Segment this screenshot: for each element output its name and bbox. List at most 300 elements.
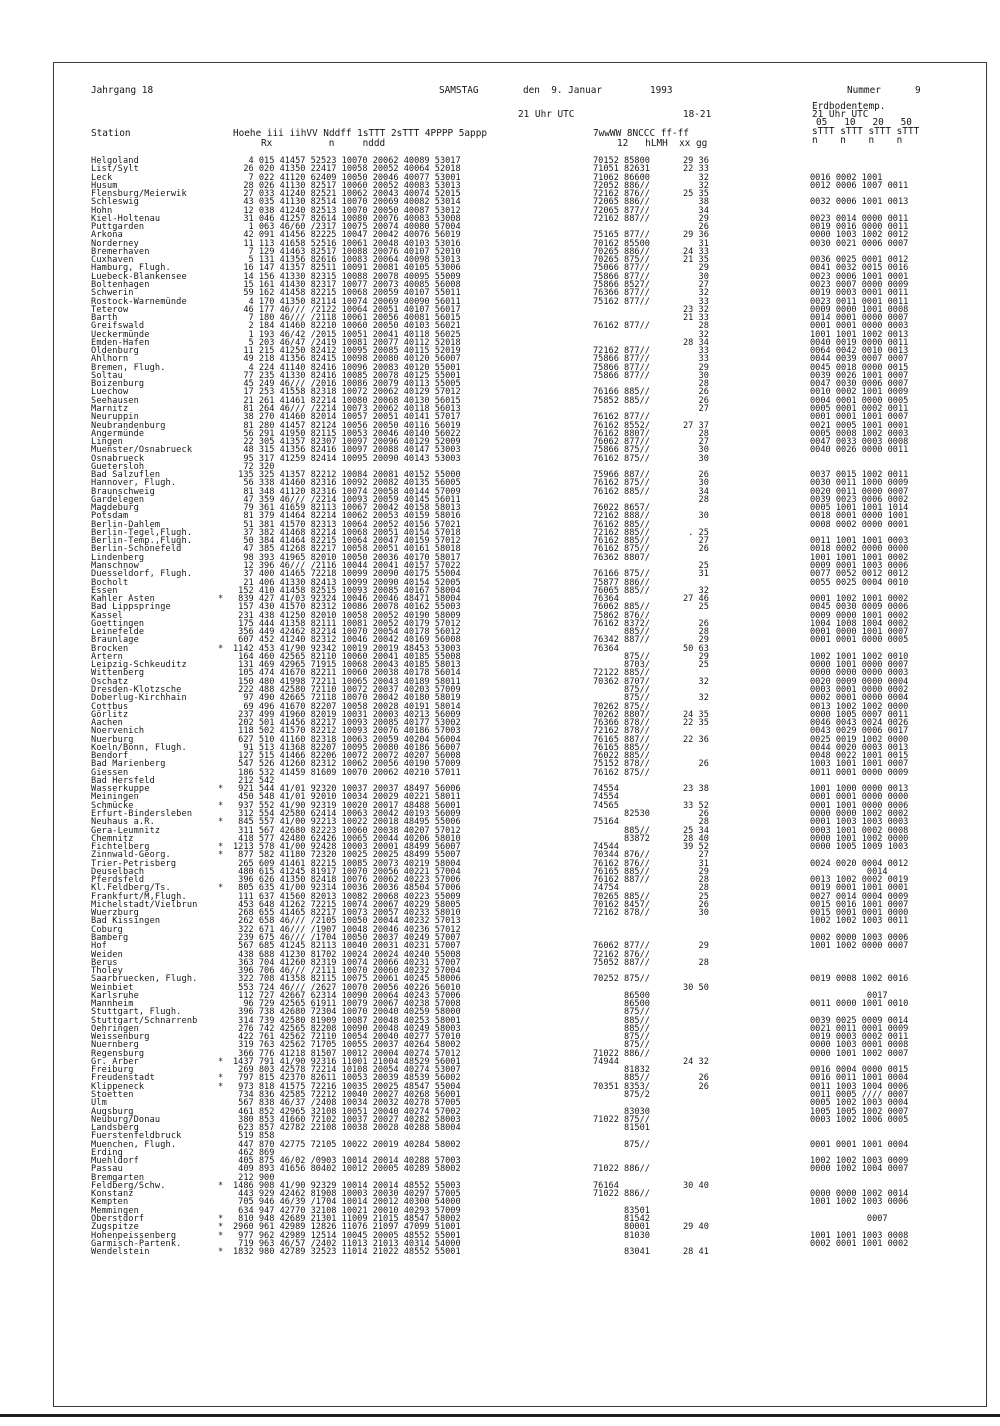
station-name: Wittenberg bbox=[91, 668, 145, 679]
station-name: Leinefelde bbox=[91, 627, 145, 638]
soil-temperatures: 0064 0042 0010 0013 bbox=[810, 346, 909, 357]
weather-cloud-codes: 76165 885// bbox=[593, 742, 650, 753]
soil-temperatures: 0041 0032 0015 0016 bbox=[810, 263, 909, 274]
soil-temperatures: 0020 0011 0000 0007 bbox=[810, 486, 909, 497]
station-name: Frankfurt/M,Flugh. bbox=[91, 891, 187, 902]
soil-temperatures: 0019 0008 1002 0016 bbox=[810, 974, 909, 985]
synop-codes: 810 948 42689 21301 11009 21015 48547 58002 bbox=[233, 1214, 461, 1224]
synop-codes: 212 900 bbox=[233, 1172, 275, 1183]
soil-temperatures: 0000 0000 1002 0014 bbox=[810, 1189, 909, 1200]
soil-temperatures: 0016 0002 1001 bbox=[810, 172, 883, 183]
synop-codes: 81 280 41457 82124 10056 20050 40116 56019 bbox=[233, 420, 461, 431]
weather-cloud-codes: 76022 885// bbox=[593, 751, 650, 762]
synop-codes: 877 582 41180 72320 10025 20025 48499 55007 bbox=[233, 850, 461, 861]
mountain-marker: * bbox=[218, 817, 224, 828]
weather-cloud-codes: 875// bbox=[593, 1139, 650, 1150]
soil-temperatures: 0001 0001 0000 0000 bbox=[810, 792, 909, 803]
synop-codes: 97 490 42665 72118 10070 20042 40180 58019 bbox=[233, 693, 461, 704]
station-name: Husum bbox=[91, 180, 118, 191]
weather-cloud-codes: 81501 bbox=[593, 1123, 650, 1134]
soil-temperatures: 0025 0019 1002 0000 bbox=[810, 734, 909, 745]
gust-values: 28 bbox=[683, 957, 709, 968]
synop-codes: 409 893 41656 80402 10012 20005 40289 58002 bbox=[233, 1164, 461, 1175]
gust-values: 22 33 bbox=[683, 164, 709, 175]
number-label: Nummer bbox=[847, 85, 881, 96]
weather-cloud-codes: 86500 bbox=[593, 990, 650, 1001]
soil-temperatures: 0019 0003 0002 0011 bbox=[810, 1032, 909, 1043]
station-name: Noervenich bbox=[91, 726, 145, 737]
soil-temperatures: 0023 0006 1001 0001 bbox=[810, 271, 909, 282]
synop-codes: 127 515 41466 82206 10072 20072 40207 56008 bbox=[233, 751, 461, 762]
synop-codes: 164 460 42565 82110 10060 20041 40185 55008 bbox=[233, 651, 461, 662]
soil-temperatures: 0012 0006 1007 0011 bbox=[810, 180, 909, 191]
gust-values: 27 37 bbox=[683, 420, 709, 431]
station-name: Passau bbox=[91, 1164, 123, 1175]
soil-temperatures: 0016 0004 0000 0015 bbox=[810, 1065, 909, 1076]
gust-values: 32 bbox=[683, 288, 709, 299]
station-name: Trier-Petrisberg bbox=[91, 858, 177, 869]
weather-cloud-codes: 70252 875// bbox=[593, 974, 650, 985]
synop-codes: 11 215 41250 82412 10095 20085 40115 52019 bbox=[233, 346, 461, 357]
mountain-marker: * bbox=[218, 594, 224, 605]
weather-cloud-codes: 70162 8457/ bbox=[593, 899, 650, 910]
station-name: Nuerburg bbox=[91, 734, 134, 745]
synop-codes: 366 776 41218 81507 10012 20004 40274 57012 bbox=[233, 1048, 461, 1059]
soil-temperatures: 0046 0043 0024 0026 bbox=[810, 718, 909, 729]
gust-values: 30 bbox=[683, 478, 709, 489]
synop-codes: 567 685 41245 82113 10040 20031 40231 57007 bbox=[233, 941, 461, 952]
station-name: Bamberg bbox=[91, 932, 129, 943]
table-row bbox=[91, 1215, 981, 1223]
synop-codes: 734 836 42585 72212 10040 20027 40268 56001 bbox=[233, 1090, 461, 1101]
soil-temperatures: 0047 0030 0006 0007 bbox=[810, 379, 909, 390]
gust-values: 26 bbox=[683, 1073, 709, 1084]
station-name: Marnitz bbox=[91, 403, 129, 414]
gust-values: 25 bbox=[683, 561, 709, 572]
gust-values: 30 bbox=[683, 908, 709, 919]
weather-cloud-codes: 76165 885// bbox=[593, 866, 650, 877]
station-name: Muenster/Osnabrueck bbox=[91, 445, 193, 456]
weather-cloud-codes: 70344 876// bbox=[593, 850, 650, 861]
weather-cloud-codes: 70265 886// bbox=[593, 246, 650, 257]
gust-values: 32 bbox=[683, 585, 709, 596]
soil-temperatures: 0002 0001 0000 0004 bbox=[810, 693, 909, 704]
soil-temperatures: 0000 0000 1002 0002 bbox=[810, 808, 909, 819]
synop-codes: 239 675 46/// /1704 10050 20037 40249 57007 bbox=[233, 932, 461, 943]
weather-cloud-codes: 71022 875// bbox=[593, 1114, 650, 1125]
weather-cloud-codes: 75866 8527/ bbox=[593, 279, 650, 290]
weather-cloud-codes: 74754 bbox=[593, 883, 619, 894]
soil-temperatures: 0005 0008 1002 0003 bbox=[810, 428, 909, 439]
gust-values: 26 bbox=[683, 470, 709, 481]
weather-cloud-codes: 83030 bbox=[593, 1106, 650, 1117]
station-name: Muenchen, Flugh. bbox=[91, 1139, 177, 1150]
table-row bbox=[91, 1000, 981, 1008]
synop-codes: 111 637 41560 82013 10082 20068 40223 55009 bbox=[233, 891, 461, 902]
weather-cloud-codes: 81030 bbox=[593, 1230, 650, 1241]
synop-codes: 98 393 41965 82010 10050 20036 40170 58017 bbox=[233, 552, 461, 563]
synop-codes: 480 615 41245 81917 10070 20056 40221 57004 bbox=[233, 866, 461, 877]
synop-codes: 37 382 41468 82214 10068 20051 40154 57018 bbox=[233, 527, 461, 538]
table-row bbox=[91, 951, 981, 959]
gust-values: 25 34 bbox=[683, 825, 709, 836]
soil-temperatures: 0011 0001 0000 0009 bbox=[810, 767, 909, 778]
weather-cloud-codes: 71022 886// bbox=[593, 1189, 650, 1200]
soil-temperatures: 0045 0030 0009 0006 bbox=[810, 602, 909, 613]
gust-values: 31 bbox=[683, 569, 709, 580]
synop-codes: 157 430 41570 82312 10086 20078 40162 55003 bbox=[233, 602, 461, 613]
weather-cloud-codes: 72162 888// bbox=[593, 511, 650, 522]
station-name: Bad Kissingen bbox=[91, 916, 161, 927]
synop-codes: 265 609 41461 82215 10085 20073 40219 58004 bbox=[233, 858, 461, 869]
weather-cloud-codes: 885// bbox=[593, 825, 650, 836]
soil-temperatures: 0021 0005 1001 0001 bbox=[810, 420, 909, 431]
weather-cloud-codes: 70162 85500 bbox=[593, 238, 650, 249]
weather-cloud-codes: 72162 876// bbox=[593, 189, 650, 200]
station-name: Guetersloh bbox=[91, 461, 145, 472]
station-name: Landsberg bbox=[91, 1123, 139, 1134]
synop-codes: 319 763 42562 71705 10055 20037 40264 58002 bbox=[233, 1040, 461, 1051]
weather-cloud-codes: 72162 885// bbox=[593, 527, 650, 538]
gust-values: 26 bbox=[683, 395, 709, 406]
station-name: Ahlhorn bbox=[91, 354, 129, 365]
soil-temperatures: 0003 0001 0000 0002 bbox=[810, 685, 909, 695]
weather-cloud-codes: 75165 877// bbox=[593, 230, 650, 241]
soil-temperatures: 1001 1001 1002 0013 bbox=[810, 329, 909, 340]
weather-cloud-codes: 76162 8372/ bbox=[593, 618, 650, 629]
synop-codes: 212 542 bbox=[233, 775, 275, 786]
weather-cloud-codes: 875// bbox=[593, 1040, 650, 1051]
synop-codes: 38 270 41460 82014 10057 20051 40141 57017 bbox=[233, 412, 461, 423]
gust-values: 21 33 bbox=[683, 313, 709, 324]
soil-temperatures: 0032 0006 1001 0013 bbox=[810, 197, 909, 208]
soil-temperatures: 0001 0001 1001 0004 bbox=[810, 1139, 909, 1150]
station-name: Teterow bbox=[91, 304, 129, 315]
weather-cloud-codes: 76162 875// bbox=[593, 478, 650, 489]
station-name: Ueckermünde bbox=[91, 329, 150, 340]
weather-cloud-codes: 76162 885// bbox=[593, 536, 650, 547]
gust-values: 29 bbox=[683, 635, 709, 646]
soil-temperatures: 1003 1001 1001 0007 bbox=[810, 759, 909, 770]
synop-codes: 1213 578 41/00 92428 10003 20001 48499 56007 bbox=[233, 842, 461, 853]
table-row bbox=[91, 1174, 981, 1182]
synop-codes: 49 218 41356 82415 10098 20080 40120 56007 bbox=[233, 354, 461, 365]
soil-temperatures: 0039 0023 0006 0002 bbox=[810, 494, 909, 505]
synop-codes: 11 113 41658 52516 10061 20048 40103 53016 bbox=[233, 238, 461, 249]
synop-codes: 7 022 41120 62409 10050 20046 40077 53001 bbox=[233, 172, 461, 183]
soil-temperatures: 0077 0052 0012 0012 bbox=[810, 569, 909, 580]
weather-cloud-codes: 76162 8807/ bbox=[593, 428, 650, 439]
weekday: SAMSTAG bbox=[439, 85, 479, 96]
station-name: Barth bbox=[91, 313, 118, 324]
table-row bbox=[91, 1165, 981, 1173]
synop-codes: 47 385 41268 82217 10058 20051 40161 58018 bbox=[233, 544, 461, 555]
station-name: Aachen bbox=[91, 718, 123, 729]
soil-temperatures: 0021 0011 0001 0009 bbox=[810, 1023, 909, 1034]
synop-codes: 15 161 41430 82317 10077 20073 40085 56008 bbox=[233, 279, 461, 290]
synop-codes: 1832 980 42789 32523 11014 21022 48552 55001 bbox=[233, 1247, 461, 1258]
station-name: Soltau bbox=[91, 370, 123, 381]
table-row bbox=[91, 1141, 981, 1149]
synop-codes: 418 577 42480 62426 10065 20044 40206 58010 bbox=[233, 833, 461, 844]
synop-codes: 519 858 bbox=[233, 1131, 275, 1142]
weather-cloud-codes: 76162 885// bbox=[593, 519, 650, 530]
soil-temperatures: 0001 1003 1003 0003 bbox=[810, 817, 909, 828]
synop-codes: 95 317 41259 82414 10095 20090 40143 53003 bbox=[233, 453, 461, 464]
soil-temperatures: 0024 0020 0004 0012 bbox=[810, 858, 909, 869]
station-name: Lingen bbox=[91, 437, 123, 448]
weather-cloud-codes: 76164 bbox=[593, 1180, 619, 1191]
weather-cloud-codes: 70265 875// bbox=[593, 255, 650, 266]
gust-values: 25 35 bbox=[683, 189, 709, 200]
soil-temperatures: 0044 0039 0007 0007 bbox=[810, 354, 909, 365]
soil-temperatures: 0008 0002 0000 0001 bbox=[810, 519, 909, 530]
gust-values: 29 bbox=[683, 263, 709, 274]
synop-codes: 79 361 41659 82113 10067 20042 40158 58013 bbox=[233, 503, 461, 514]
station-name: Kassel bbox=[91, 610, 123, 621]
weather-cloud-codes: 76162 877// bbox=[593, 412, 650, 423]
station-name: Stuttgart/Schnarrenb bbox=[91, 1015, 198, 1026]
soil-temperatures: 0009 0000 1001 0008 bbox=[810, 304, 909, 315]
gust-values: 39 52 bbox=[683, 842, 709, 853]
synop-codes: 31 046 41257 82614 10080 20076 40083 53008 bbox=[233, 213, 461, 224]
table-row bbox=[91, 1198, 981, 1206]
gust-values: 29 36 bbox=[683, 156, 709, 166]
table-row bbox=[91, 521, 981, 529]
weather-cloud-codes: 875// bbox=[593, 685, 650, 695]
soil-temperatures: 0019 0001 1001 0001 bbox=[810, 883, 909, 894]
column-codes-2-sub: 12 hLMH xx gg bbox=[617, 138, 708, 149]
station-name: Doberlug-Kirchhain bbox=[91, 693, 187, 704]
synop-codes: 453 648 41262 72215 10074 20067 40229 58005 bbox=[233, 899, 461, 910]
gust-values: 29 bbox=[683, 941, 709, 952]
station-name: Boltenhagen bbox=[91, 279, 150, 290]
synop-codes: 7 180 46/// /2118 10061 20056 40081 56015 bbox=[233, 313, 461, 324]
station-name: Gardelegen bbox=[91, 494, 145, 505]
weather-cloud-codes: 72162 878// bbox=[593, 726, 650, 737]
station-name: Görlitz bbox=[91, 709, 129, 720]
weather-cloud-codes: 875// bbox=[593, 1007, 650, 1018]
synop-codes: 118 502 41570 82212 10093 20076 40186 57003 bbox=[233, 726, 461, 737]
synop-codes: 405 875 46/02 /0903 10014 20014 40288 57003 bbox=[233, 1156, 461, 1167]
mountain-marker: * bbox=[218, 1230, 224, 1241]
soil-temperatures: 1001 1002 1003 0006 bbox=[810, 1197, 909, 1208]
soil-temperatures: 0036 0025 0001 0012 bbox=[810, 255, 909, 266]
gust-values: 26 bbox=[683, 808, 709, 819]
synop-codes: 112 727 42667 62314 10090 20064 40243 57006 bbox=[233, 990, 461, 1001]
gust-values: 30 bbox=[683, 511, 709, 522]
soil-temperatures: 0001 1001 0000 0006 bbox=[810, 800, 909, 811]
synop-codes: 363 704 41260 82319 10074 20066 40231 57007 bbox=[233, 957, 461, 968]
soil-temp-title: Erdbodentemp. bbox=[812, 101, 886, 112]
weather-cloud-codes: 76162 875// bbox=[593, 453, 650, 464]
station-name: Leck bbox=[91, 172, 113, 183]
gust-values: 23 32 bbox=[683, 304, 709, 315]
station-name: Fuerstenfeldbruck bbox=[91, 1131, 182, 1142]
synop-codes: 152 410 41458 82515 10093 20085 40167 58004 bbox=[233, 585, 461, 596]
table-row bbox=[91, 769, 981, 777]
table-row bbox=[91, 636, 981, 644]
weather-cloud-codes: 75866 877// bbox=[593, 362, 650, 373]
station-name: Lindenberg bbox=[91, 552, 145, 563]
station-name: Hohn bbox=[91, 205, 113, 216]
weather-cloud-codes: 885// bbox=[593, 1023, 650, 1034]
station-name: Neuburg/Donau bbox=[91, 1114, 161, 1125]
station-name: Koeln/Bonn, Flugh. bbox=[91, 742, 187, 753]
gust-values: 28 bbox=[683, 428, 709, 439]
synop-codes: 705 946 46/39 /1704 10014 20012 40300 54000 bbox=[233, 1197, 461, 1208]
column-codes: Hoehe iii iihVV Nddff 1sTTT 2sTTT 4PPPP 5appp bbox=[233, 128, 487, 139]
station-name: Bad Lippspringe bbox=[91, 602, 171, 613]
weather-cloud-codes: 74554 bbox=[593, 784, 619, 795]
weather-cloud-codes: 76362 8807/ bbox=[593, 552, 650, 563]
station-name: Karlsruhe bbox=[91, 990, 139, 1001]
synop-codes: 135 325 41357 82212 10084 20081 40152 55000 bbox=[233, 470, 461, 481]
gust-values: 30 bbox=[683, 453, 709, 464]
station-name: Weiden bbox=[91, 949, 123, 960]
synop-codes: 222 488 42580 72110 10072 20037 40203 57009 bbox=[233, 685, 461, 695]
station-name: Ulm bbox=[91, 1098, 107, 1109]
soil-temperatures: 0039 0026 1001 0007 bbox=[810, 370, 909, 381]
synop-codes: 69 496 41670 82207 10058 20028 40191 58014 bbox=[233, 701, 461, 712]
gust-values: 33 bbox=[683, 346, 709, 357]
synop-codes: 312 554 42580 62414 10063 20042 40193 56009 bbox=[233, 808, 461, 819]
station-name: Memmingen bbox=[91, 1205, 139, 1216]
synop-codes: 322 708 41358 82115 10075 20061 40245 58006 bbox=[233, 974, 461, 985]
synop-codes: 268 655 41465 82217 10073 20057 40233 58010 bbox=[233, 908, 461, 919]
station-name: Oberstdorf bbox=[91, 1214, 145, 1224]
soil-temperatures: 0011 1001 1001 0003 bbox=[810, 536, 909, 547]
soil-temperatures: 1004 1008 1004 0002 bbox=[810, 618, 909, 629]
column-codes-sub: Rx n nddd bbox=[261, 138, 386, 149]
station-table bbox=[91, 157, 981, 1256]
synop-codes: 2960 961 42989 12826 11076 21097 47099 51001 bbox=[233, 1222, 461, 1233]
station-name: Duesseldorf, Flugh. bbox=[91, 569, 193, 580]
soil-temperatures: 0009 0000 1001 0002 bbox=[810, 610, 909, 621]
station-name: Zinnwald-Georg. bbox=[91, 850, 171, 861]
synop-codes: 797 815 42370 82611 10053 20039 48539 56002 bbox=[233, 1073, 461, 1084]
table-row bbox=[91, 1240, 981, 1248]
station-name: Dresden-Klotzsche bbox=[91, 685, 182, 695]
table-row bbox=[91, 1124, 981, 1132]
synop-codes: 4 170 41350 82114 10074 20069 40090 56011 bbox=[233, 296, 461, 307]
synop-codes: 77 235 41330 82416 10085 20078 40125 55001 bbox=[233, 370, 461, 381]
weather-cloud-codes: 86500 bbox=[593, 999, 650, 1010]
station-name: Nuernberg bbox=[91, 1040, 139, 1051]
weather-cloud-codes: 76162 885// bbox=[593, 486, 650, 497]
gust-values: 38 bbox=[683, 197, 709, 208]
date: den 9. Januar bbox=[523, 85, 603, 96]
gust-values: 27 bbox=[683, 437, 709, 448]
station-name: Stoetten bbox=[91, 1090, 134, 1101]
synop-codes: 1486 908 41/90 92329 10014 20014 48552 55003 bbox=[233, 1180, 461, 1191]
gust-values: . 25 bbox=[683, 527, 709, 538]
station-name: Bad Marienberg bbox=[91, 759, 166, 770]
weather-cloud-codes: 75152 878// bbox=[593, 759, 650, 770]
gust-values: 28 bbox=[683, 494, 709, 505]
station-name: Schleswig bbox=[91, 197, 139, 208]
station-name: Neuruppin bbox=[91, 412, 139, 423]
observation-time: 21 Uhr UTC bbox=[518, 109, 575, 120]
station-name: Schwerin bbox=[91, 288, 134, 299]
soil-temperatures: 0045 0018 0000 0015 bbox=[810, 362, 909, 373]
synop-codes: 42 091 41456 82225 10047 20042 40076 56019 bbox=[233, 230, 461, 241]
synop-codes: 4 015 41457 52523 10070 20062 40089 53017 bbox=[233, 156, 461, 166]
soil-temperatures: 0030 0021 0006 0007 bbox=[810, 238, 909, 249]
weather-cloud-codes: 75866 877// bbox=[593, 354, 650, 365]
gust-values: 29 bbox=[683, 213, 709, 224]
synop-codes: 21 406 41330 82413 10099 20090 40154 52005 bbox=[233, 577, 461, 588]
soil-temperatures: 0030 0011 1000 0009 bbox=[810, 478, 909, 489]
synop-codes: 396 738 42680 72304 10070 20040 40259 58000 bbox=[233, 1007, 461, 1018]
synop-codes: 973 818 41575 72216 10035 20025 48547 55004 bbox=[233, 1081, 461, 1092]
soil-depths: 05 10 20 50 bbox=[816, 117, 912, 128]
soil-temperatures: 0014 bbox=[810, 866, 888, 877]
synop-codes: 269 803 42578 72214 10108 20054 40274 53007 bbox=[233, 1065, 461, 1076]
synop-codes: 977 962 42989 12514 10045 20005 48552 55001 bbox=[233, 1230, 461, 1241]
mountain-marker: * bbox=[218, 883, 224, 894]
soil-temperatures: 0003 1002 1006 0005 bbox=[810, 1114, 909, 1125]
weather-cloud-codes: 71051 82631 bbox=[593, 164, 650, 175]
synop-codes: 7 129 41463 82517 10088 20076 40107 52010 bbox=[233, 246, 461, 257]
station-name: Freiburg bbox=[91, 1065, 134, 1076]
soil-temperatures: 0023 0014 0000 0011 bbox=[810, 213, 909, 224]
station-name: Angermünde bbox=[91, 428, 145, 439]
soil-temperatures: 0000 1005 0007 0011 bbox=[810, 709, 909, 720]
synop-codes: 623 857 42782 22108 10038 20028 40288 58004 bbox=[233, 1123, 461, 1134]
synop-codes: 202 501 41456 82217 10093 20085 40177 53002 bbox=[233, 718, 461, 729]
gust-values: 29 36 bbox=[683, 230, 709, 241]
station-name: Kiel-Holtenau bbox=[91, 213, 161, 224]
synop-codes: 5 131 41356 82616 10083 20064 40098 53013 bbox=[233, 255, 461, 266]
soil-temperatures: 0000 1005 1009 1003 bbox=[810, 842, 909, 853]
gust-values: 34 bbox=[683, 205, 709, 216]
synop-codes: 48 315 41356 82416 10097 20088 40147 53003 bbox=[233, 445, 461, 456]
station-name: Weinbiet bbox=[91, 982, 134, 993]
soil-temperatures: 0055 0025 0004 0010 bbox=[810, 577, 909, 588]
soil-temperatures: 0003 1001 0002 0008 bbox=[810, 825, 909, 836]
synop-codes: 462 869 bbox=[233, 1147, 275, 1158]
weather-cloud-codes: 81832 bbox=[593, 1065, 650, 1076]
soil-temperatures: 0005 1002 1003 0004 bbox=[810, 1098, 909, 1109]
soil-temperatures: 0039 0025 0009 0014 bbox=[810, 1015, 909, 1026]
gust-values: 26 bbox=[683, 1081, 709, 1092]
synop-codes: 314 739 42580 81909 10087 20048 40253 58001 bbox=[233, 1015, 461, 1026]
weather-cloud-codes: 76366 877// bbox=[593, 288, 650, 299]
soil-temperatures: 0002 0001 1001 0002 bbox=[810, 1238, 909, 1249]
weather-cloud-codes: 75862 876// bbox=[593, 610, 650, 621]
soil-temperatures: 0023 0011 0001 0011 bbox=[810, 296, 909, 307]
weather-cloud-codes: 76166 885// bbox=[593, 387, 650, 398]
soil-temperatures: 1005 1005 1002 0007 bbox=[810, 1106, 909, 1117]
column-codes-2: 7wwWW 8NCCC ff-ff bbox=[593, 128, 689, 139]
synop-codes: 91 513 41368 82207 10095 20080 40186 56007 bbox=[233, 742, 461, 753]
soil-temperatures: 1002 1002 1003 0011 bbox=[810, 916, 909, 927]
soil-temperatures: 0015 0016 1001 0007 bbox=[810, 899, 909, 910]
station-name: Greifswald bbox=[91, 321, 145, 332]
weather-cloud-codes: 75966 887// bbox=[593, 470, 650, 481]
synop-codes: 96 729 42565 61911 10079 20067 40238 57008 bbox=[233, 999, 461, 1010]
synop-codes: 4 224 41140 82416 10096 20083 40120 55001 bbox=[233, 362, 461, 373]
synop-codes: 14 156 41330 82315 10088 20078 40095 55009 bbox=[233, 271, 461, 282]
synop-codes: 438 688 41230 81702 10024 20024 40240 55008 bbox=[233, 949, 461, 960]
station-name: Braunschweig bbox=[91, 486, 155, 497]
station-name: Kempten bbox=[91, 1197, 129, 1208]
synop-codes: 1 063 46/60 /2317 10075 20074 40080 57004 bbox=[233, 222, 461, 233]
gust-values: 21 35 bbox=[683, 255, 709, 266]
mountain-marker: * bbox=[218, 1222, 224, 1233]
soil-temperatures: 0005 1001 1001 1014 bbox=[810, 503, 909, 514]
